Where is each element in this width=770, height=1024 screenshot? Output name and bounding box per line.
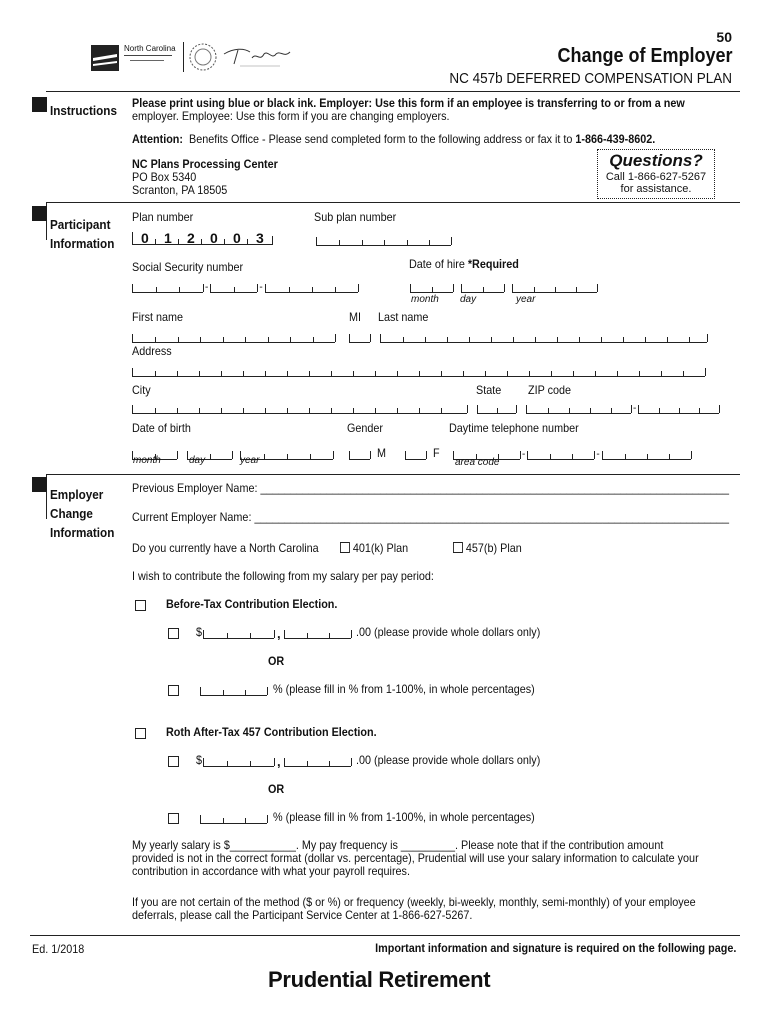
- instructions-line2: employer. Employee: Use this form if you are changing employers.: [132, 109, 450, 123]
- prudential-logo: Prudential Retirement: [268, 967, 491, 992]
- dob-day-label: day: [189, 455, 206, 466]
- before-tax-label: Before-Tax Contribution Election.: [166, 597, 338, 611]
- name-field[interactable]: [132, 331, 707, 343]
- attention-line: Attention: Benefits Office - Please send completed form to the following address or fax it to 1-866-439-8602.: [132, 132, 656, 146]
- city-state-zip-field[interactable]: -: [132, 402, 719, 414]
- address-label: Address: [132, 344, 172, 358]
- instructions-label: Instructions: [50, 103, 117, 118]
- plan-457b-checkbox[interactable]: [453, 542, 463, 553]
- plan-digit: 0: [233, 230, 241, 246]
- phone-label: Daytime telephone number: [449, 421, 579, 435]
- page-title: Change of Employer: [556, 45, 732, 67]
- nc-logo-text: North Carolina: [124, 44, 176, 53]
- hire-year-label: year: [516, 294, 536, 305]
- plan-401k-checkbox[interactable]: [340, 542, 350, 553]
- gender-f-field[interactable]: [405, 448, 426, 460]
- plan-digit: 0: [210, 230, 218, 246]
- have-nc-text: Do you currently have a North Carolina: [132, 541, 319, 555]
- roth-percent-field[interactable]: [200, 812, 267, 824]
- ssn-label: Social Security number: [132, 260, 244, 274]
- plan-401k-option[interactable]: 401(k) Plan: [340, 541, 408, 555]
- previous-employer-field[interactable]: Previous Employer Name: ______________________________________________________________________________: [132, 481, 729, 495]
- section-marker: [32, 477, 47, 492]
- before-tax-checkbox[interactable]: [135, 597, 146, 615]
- dob-month-label: month: [133, 455, 161, 466]
- or-label: OR: [268, 782, 285, 796]
- roth-dollar-checkbox[interactable]: [168, 753, 179, 771]
- roth-percent-text: % (please fill in % from 1-100%, in whole percentages): [273, 810, 535, 824]
- method-line2: deferrals, please call the Participant Service Center at 1-866-627-5267.: [132, 908, 473, 922]
- form-number: 50: [716, 29, 732, 45]
- address-name: NC Plans Processing Center: [132, 157, 278, 171]
- current-employer-field[interactable]: Current Employer Name: _______________________________________________________________________________: [132, 510, 729, 524]
- state-label: State: [476, 383, 502, 397]
- plan-digit: 1: [164, 230, 172, 246]
- salary-line3: contribution in accordance with what your payroll requires.: [132, 864, 410, 878]
- employer-label: Employer Change Information: [50, 487, 115, 540]
- mi-label: MI: [349, 310, 362, 324]
- nc-state-outline-icon: [90, 44, 120, 72]
- area-code-label: area code: [455, 457, 500, 468]
- plan-457b-option[interactable]: 457(b) Plan: [453, 541, 522, 555]
- ssn-field[interactable]: - -: [132, 281, 358, 293]
- first-name-label: First name: [132, 310, 184, 324]
- section-marker: [32, 97, 47, 112]
- plan-digit: 0: [141, 230, 149, 246]
- contribute-text: I wish to contribute the following from my salary per pay period:: [132, 569, 434, 583]
- date-of-hire-field[interactable]: [410, 281, 597, 293]
- roth-checkbox[interactable]: [135, 725, 146, 743]
- before-tax-cents-text: .00 (please provide whole dollars only): [356, 625, 541, 639]
- roth-cents-text: .00 (please provide whole dollars only): [356, 753, 541, 767]
- questions-assist: for assistance.: [620, 183, 692, 195]
- before-tax-percent-field[interactable]: [200, 684, 267, 696]
- before-tax-dollar-field[interactable]: ,: [203, 627, 351, 639]
- seal-icon: [188, 42, 218, 72]
- page-subtitle: NC 457b DEFERRED COMPENSATION PLAN: [449, 70, 732, 87]
- method-line1: If you are not certain of the method ($ or %) or frequency (weekly, bi-weekly, monthly, semi-monthly) of your employee: [132, 895, 696, 909]
- treasurer-seal: [188, 42, 218, 72]
- questions-title: Questions?: [609, 151, 703, 170]
- dollar-sign: $: [196, 625, 203, 639]
- gender-m-field[interactable]: [349, 448, 370, 460]
- plan-number-field[interactable]: [132, 232, 273, 245]
- roth-label: Roth After-Tax 457 Contribution Election.: [166, 725, 377, 739]
- nc-logo: [90, 42, 180, 72]
- gender-label: Gender: [347, 421, 384, 435]
- gender-f-label: F: [433, 446, 440, 460]
- before-tax-percent-checkbox[interactable]: [168, 682, 179, 700]
- plan-number-label: Plan number: [132, 210, 194, 224]
- sub-plan-field[interactable]: [316, 234, 451, 246]
- dob-year-label: year: [240, 455, 260, 466]
- dob-label: Date of birth: [132, 421, 191, 435]
- zip-label: ZIP code: [528, 383, 572, 397]
- questions-phone: Call 1-866-627-5267: [605, 171, 707, 183]
- salary-line2: provided is not in the correct format (dollar vs. percentage), Prudential will use your salary information to calculate your: [132, 851, 699, 865]
- hire-day-label: day: [460, 294, 477, 305]
- gender-m-label: M: [377, 446, 386, 460]
- roth-percent-checkbox[interactable]: [168, 810, 179, 828]
- address-line1: PO Box 5340: [132, 170, 197, 184]
- address-field[interactable]: [132, 365, 705, 377]
- signature-icon: [220, 44, 300, 70]
- dob-field[interactable]: [132, 448, 333, 460]
- sub-plan-label: Sub plan number: [314, 210, 397, 224]
- before-tax-percent-text: % (please fill in % from 1-100%, in whole percentages): [273, 682, 535, 696]
- important-note: Important information and signature is required on the following page.: [374, 941, 736, 955]
- or-label: OR: [268, 654, 285, 668]
- dollar-sign: $: [196, 753, 203, 767]
- address-line2: Scranton, PA 18505: [132, 183, 228, 197]
- edition-label: Ed. 1/2018: [32, 942, 85, 956]
- city-label: City: [132, 383, 151, 397]
- questions-box: [597, 149, 715, 199]
- salary-line1: My yearly salary is $___________. My pay frequency is _________. Please note that if the contribution amount: [132, 838, 664, 852]
- before-tax-dollar-checkbox[interactable]: [168, 625, 179, 643]
- treasurer-signature: [220, 44, 300, 70]
- roth-dollar-field[interactable]: ,: [203, 755, 351, 767]
- participant-label: Participant Information: [50, 217, 115, 251]
- plan-digit: 2: [187, 230, 195, 246]
- plan-digit: 3: [256, 230, 264, 246]
- instructions-line1: Please print using blue or black ink. Employer: Use this form if an employee is transferring to or from a new: [132, 96, 685, 110]
- hire-month-label: month: [411, 294, 439, 305]
- date-of-hire-label: Date of hire *Required: [409, 257, 519, 271]
- phone-field[interactable]: - -: [453, 448, 691, 460]
- section-marker: [32, 206, 47, 221]
- last-name-label: Last name: [378, 310, 429, 324]
